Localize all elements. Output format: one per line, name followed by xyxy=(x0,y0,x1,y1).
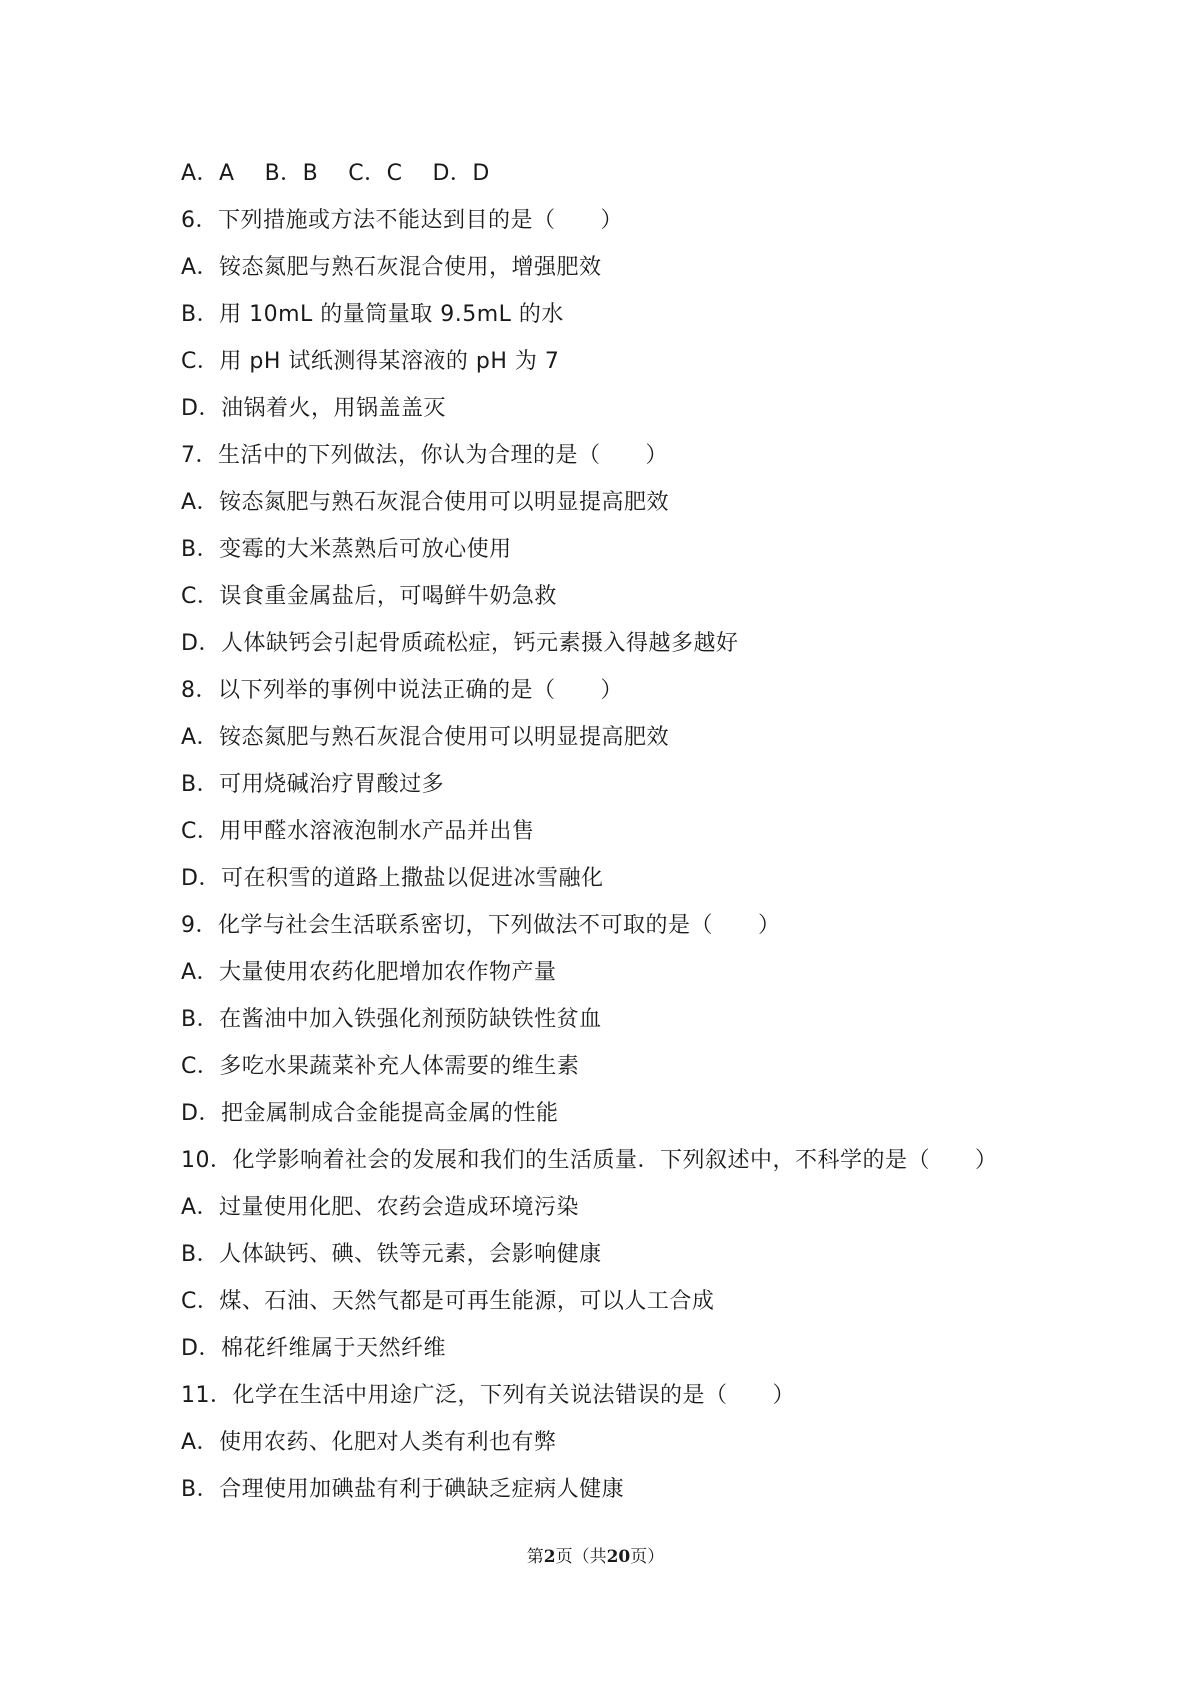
question-6-stem: 6．下列措施或方法不能达到目的是（ ） xyxy=(181,208,623,233)
question-9-stem: 9．化学与社会生活联系密切，下列做法不可取的是（ ） xyxy=(181,913,781,938)
question-7-option-b: B．变霉的大米蒸熟后可放心使用 xyxy=(181,537,512,562)
footer-prefix: 第 xyxy=(526,1547,544,1567)
question-8-stem: 8．以下列举的事例中说法正确的是（ ） xyxy=(181,678,623,703)
question-6-option-a: A．铵态氮肥与熟石灰混合使用，增强肥效 xyxy=(181,255,602,280)
question-8-option-d: D．可在积雪的道路上撒盐以促进冰雪融化 xyxy=(181,866,604,891)
question-7-option-c: C．误食重金属盐后，可喝鲜牛奶急救 xyxy=(181,584,557,609)
page-footer xyxy=(0,1542,1191,1567)
question-10-option-c: C．煤、石油、天然气都是可再生能源，可以人工合成 xyxy=(181,1289,715,1314)
question-10-option-b: B．人体缺钙、碘、铁等元素，会影响健康 xyxy=(181,1242,602,1267)
answer-options-line: A．A B．B C．C D．D xyxy=(181,161,490,186)
footer-page-number: 2 xyxy=(543,1547,556,1567)
question-6-option-d: D．油锅着火，用锅盖盖灭 xyxy=(181,396,446,421)
question-10-option-d: D．棉花纤维属于天然纤维 xyxy=(181,1336,446,1361)
question-7-stem: 7．生活中的下列做法，你认为合理的是（ ） xyxy=(181,443,668,468)
question-6-option-b: B．用 10mL 的量筒量取 9.5mL 的水 xyxy=(181,302,564,327)
question-7-option-d: D．人体缺钙会引起骨质疏松症，钙元素摄入得越多越好 xyxy=(181,631,739,656)
question-9-option-c: C．多吃水果蔬菜补充人体需要的维生素 xyxy=(181,1054,580,1079)
footer-suffix: 页） xyxy=(630,1547,665,1567)
question-8-option-c: C．用甲醛水溶液泡制水产品并出售 xyxy=(181,819,535,844)
question-7-option-a: A．铵态氮肥与熟石灰混合使用可以明显提高肥效 xyxy=(181,490,670,515)
question-10-stem: 10．化学影响着社会的发展和我们的生活质量．下列叙述中，不科学的是（ ） xyxy=(181,1148,998,1173)
question-content xyxy=(181,150,1061,1513)
question-11-stem: 11．化学在生活中用途广泛，下列有关说法错误的是（ ） xyxy=(181,1383,795,1408)
question-10-option-a: A．过量使用化肥、农药会造成环境污染 xyxy=(181,1195,580,1220)
question-8-option-a: A．铵态氮肥与熟石灰混合使用可以明显提高肥效 xyxy=(181,725,670,750)
footer-total-pages: 20 xyxy=(606,1547,631,1567)
question-9-option-d: D．把金属制成合金能提高金属的性能 xyxy=(181,1101,559,1126)
question-11-option-a: A．使用农药、化肥对人类有利也有弊 xyxy=(181,1430,557,1455)
question-9-option-b: B．在酱油中加入铁强化剂预防缺铁性贫血 xyxy=(181,1007,602,1032)
question-8-option-b: B．可用烧碱治疗胃酸过多 xyxy=(181,772,445,797)
question-6-option-c: C．用 pH 试纸测得某溶液的 pH 为 7 xyxy=(181,349,560,374)
footer-middle: 页（共 xyxy=(555,1547,607,1567)
question-9-option-a: A．大量使用农药化肥增加农作物产量 xyxy=(181,960,557,985)
question-11-option-b: B．合理使用加碘盐有利于碘缺乏症病人健康 xyxy=(181,1477,625,1502)
